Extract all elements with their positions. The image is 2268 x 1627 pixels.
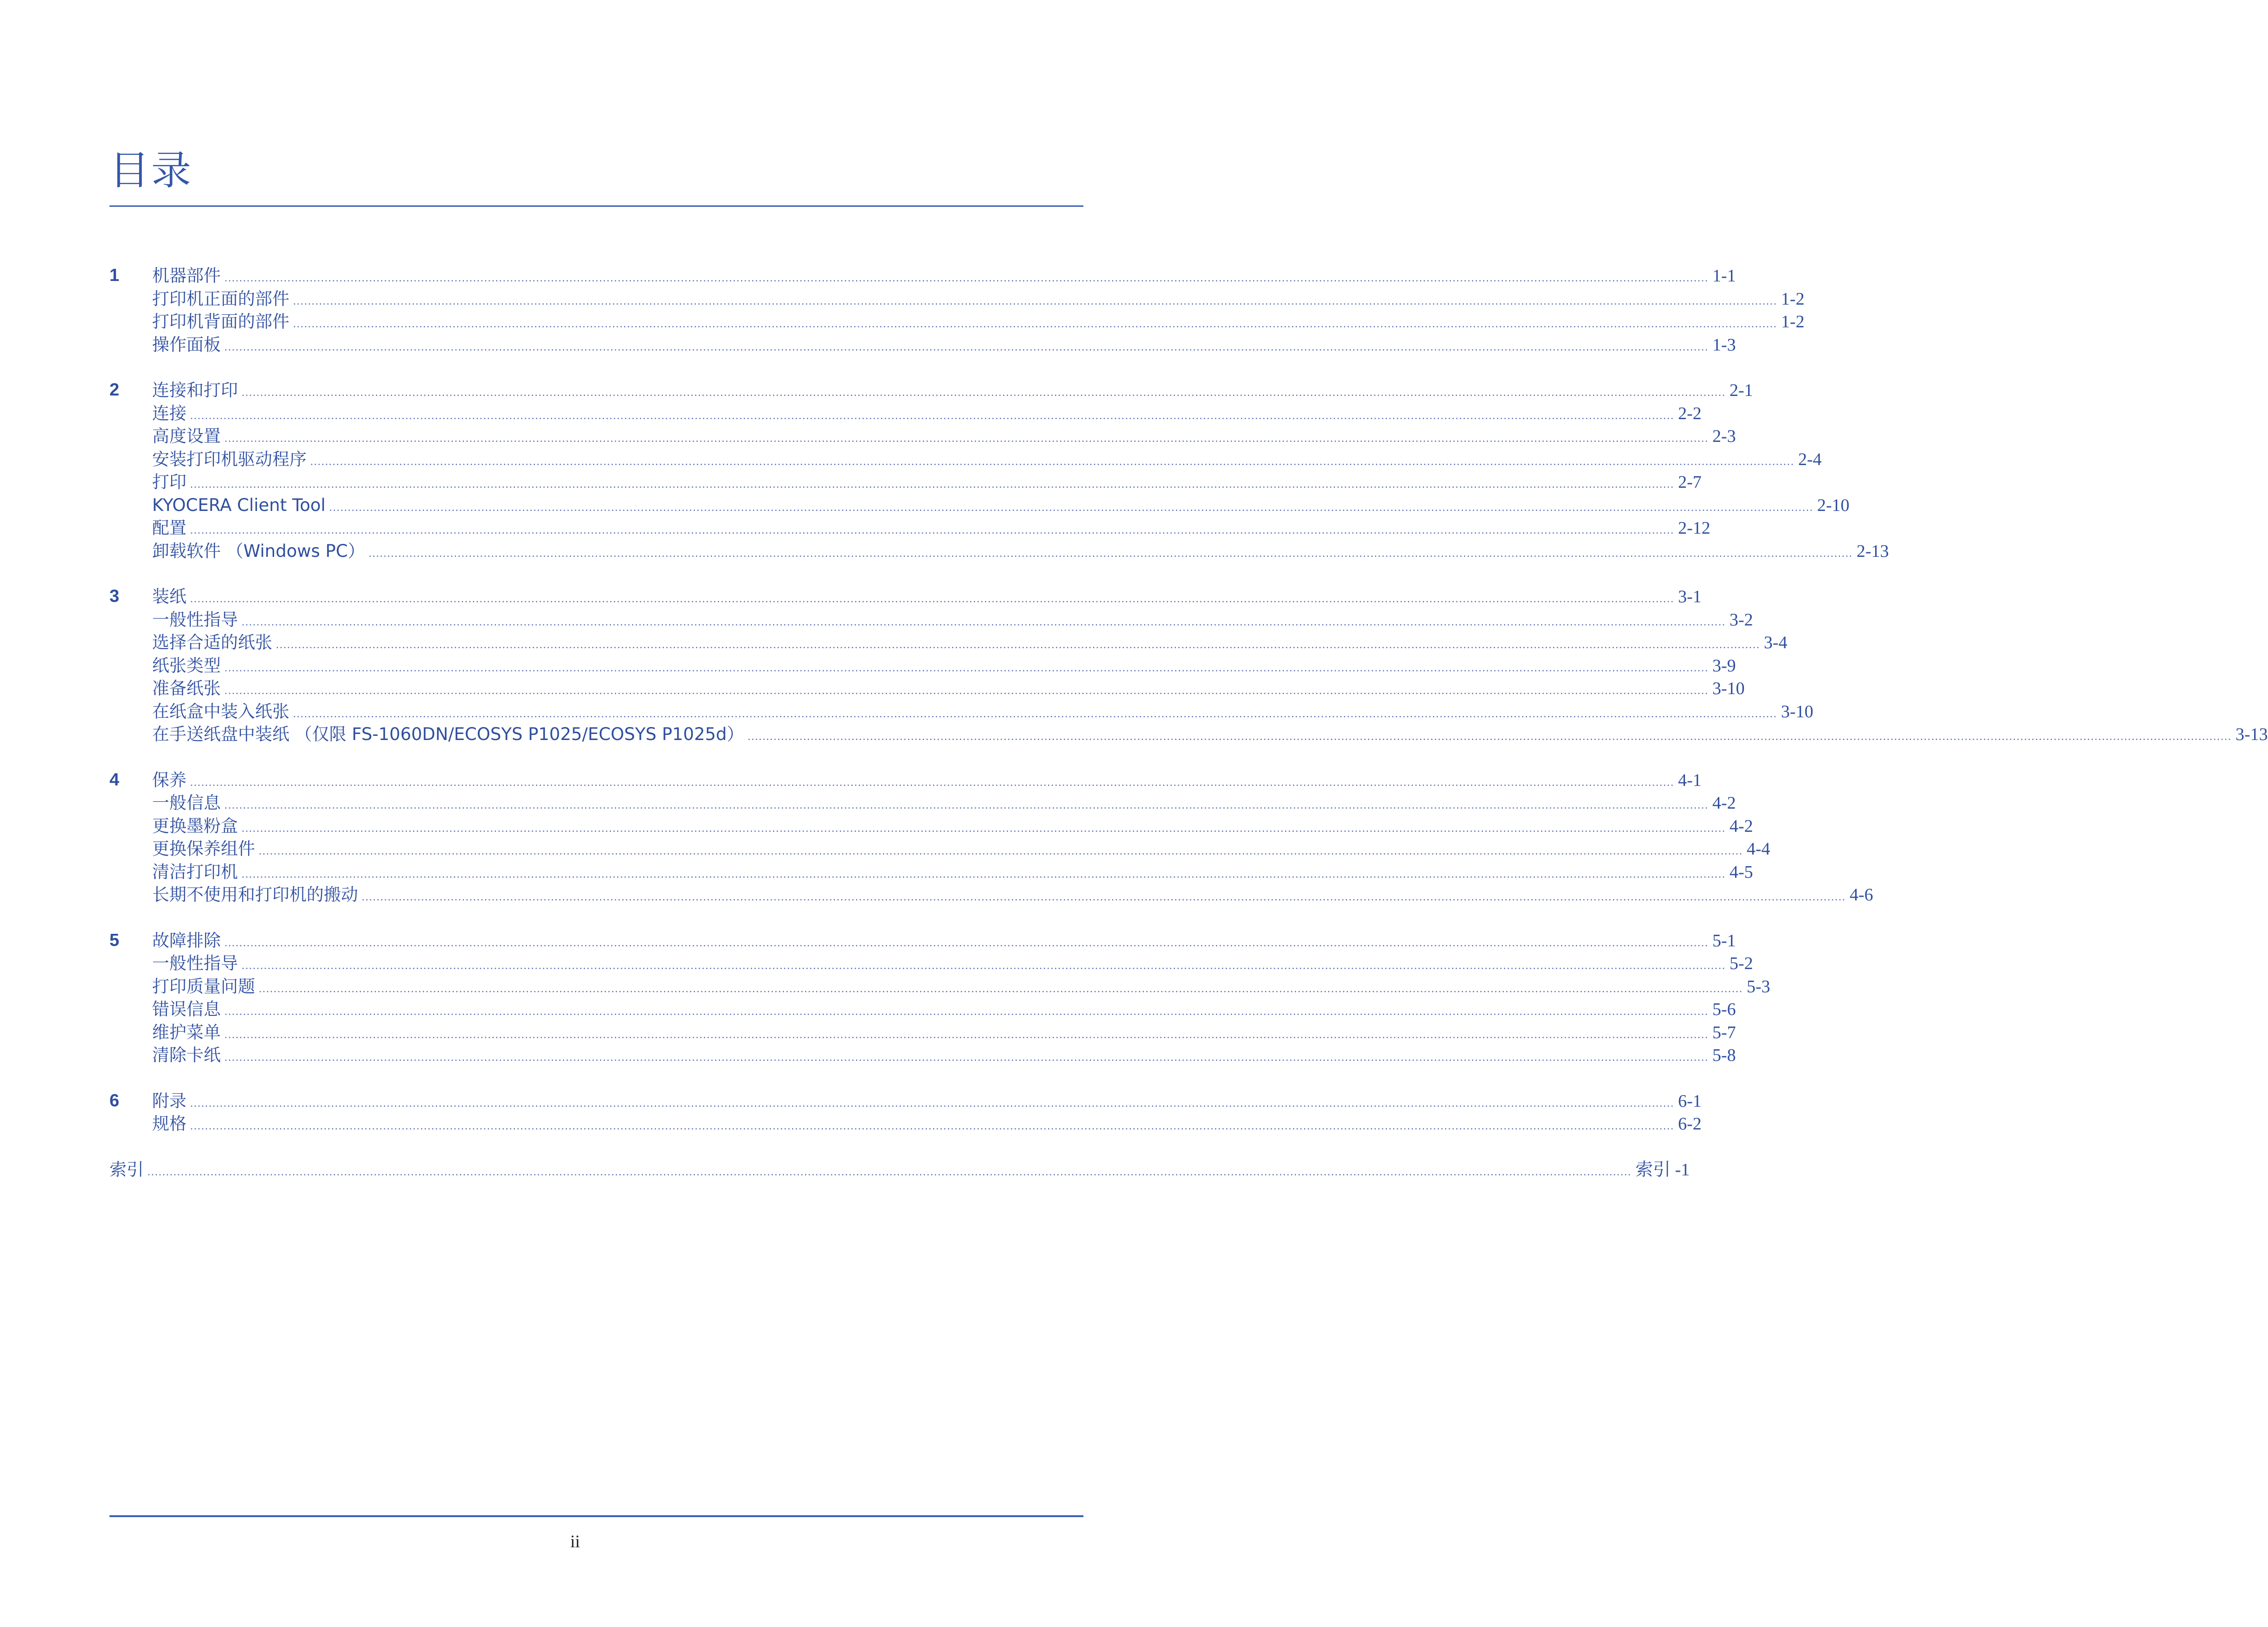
toc-entry[interactable] <box>152 998 1736 1021</box>
page-number: ii <box>570 1532 580 1551</box>
toc-entry-page: 2-3 <box>1712 427 1736 446</box>
toc-entry-page: 3-10 <box>1781 702 1813 721</box>
dot-leader: ................................................................................................................................................................................................................................................................................................................................................................................................................ <box>329 501 1813 514</box>
toc-entry[interactable] <box>152 287 1805 311</box>
toc-entry[interactable] <box>152 333 1736 357</box>
toc-entry-label: 故障排除 <box>152 930 221 951</box>
toc-entry-page: 1-2 <box>1781 289 1805 309</box>
toc-entry-label: 维护菜单 <box>152 1022 221 1042</box>
dot-leader: ................................................................................................................................................................................................................................................................................................................................................................................................................ <box>224 341 1709 353</box>
toc-entry[interactable] <box>152 264 1736 287</box>
toc-entry-label: 机器部件 <box>152 266 221 286</box>
dot-leader: ................................................................................................................................................................................................................................................................................................................................................................................................................ <box>259 845 1743 857</box>
toc-entry[interactable] <box>152 791 1736 815</box>
toc-entry-page: 1-3 <box>1712 335 1736 355</box>
chapter-number: 6 <box>109 1091 120 1110</box>
dot-leader: ................................................................................................................................................................................................................................................................................................................................................................................................................ <box>190 776 1674 789</box>
dot-leader: ................................................................................................................................................................................................................................................................................................................................................................................................................ <box>242 616 1726 628</box>
dot-leader: ................................................................................................................................................................................................................................................................................................................................................................................................................ <box>293 708 1777 720</box>
toc-entry[interactable] <box>152 402 1702 425</box>
toc-entry[interactable] <box>152 310 1805 333</box>
toc-entry-page: 1-2 <box>1781 312 1805 332</box>
toc-entry-label: 选择合适的纸张 <box>152 632 272 652</box>
toc-entry-label: 规格 <box>152 1114 186 1134</box>
toc-chapter <box>109 585 2268 746</box>
toc-entry-page: 4-2 <box>1712 793 1736 813</box>
dot-leader: ................................................................................................................................................................................................................................................................................................................................................................................................................ <box>242 822 1726 835</box>
toc-entry-page: 2-13 <box>1856 541 1889 561</box>
toc-entry-page: 3-4 <box>1764 633 1787 652</box>
toc-entry-label: KYOCERA Client Tool <box>152 495 326 515</box>
toc-entry-page: 2-2 <box>1678 403 1702 423</box>
toc-entry-label: 连接 <box>152 403 186 423</box>
toc-entry-page: 4-1 <box>1678 770 1702 790</box>
toc-entry-label: 打印 <box>152 472 186 492</box>
dot-leader: ................................................................................................................................................................................................................................................................................................................................................................................................................ <box>190 409 1674 422</box>
toc-entry[interactable] <box>152 448 1822 471</box>
dot-leader: ................................................................................................................................................................................................................................................................................................................................................................................................................ <box>224 1006 1709 1018</box>
toc-entry[interactable] <box>152 517 1711 540</box>
toc-chapter <box>109 929 1770 1067</box>
toc-entry[interactable] <box>152 379 1753 402</box>
toc-entry-label: 一般性指导 <box>152 953 238 973</box>
dot-leader: ................................................................................................................................................................................................................................................................................................................................................................................................................ <box>190 479 1674 491</box>
toc-entry-label: 保养 <box>152 770 186 790</box>
toc-entry[interactable] <box>152 585 1702 608</box>
toc-entry-label: 一般性指导 <box>152 609 238 630</box>
toc-entry[interactable] <box>152 700 1813 723</box>
dot-leader: ................................................................................................................................................................................................................................................................................................................................................................................................................ <box>276 639 1760 651</box>
dot-leader: ................................................................................................................................................................................................................................................................................................................................................................................................................ <box>242 387 1726 399</box>
toc-chapter <box>109 769 1873 906</box>
toc-entry-label: 打印机背面的部件 <box>152 312 289 332</box>
dot-leader: ................................................................................................................................................................................................................................................................................................................................................................................................................ <box>224 1028 1709 1041</box>
toc-entry-page: 4-4 <box>1747 839 1770 859</box>
dot-leader: ................................................................................................................................................................................................................................................................................................................................................................................................................ <box>190 1097 1674 1110</box>
toc-entry-page: 1-1 <box>1712 266 1736 286</box>
toc-entry[interactable] <box>152 723 2268 746</box>
toc-entry-page: 2-12 <box>1678 518 1711 538</box>
toc-entry-label: 配置 <box>152 518 186 538</box>
toc-entry-page: 索引 -1 <box>1635 1160 1690 1180</box>
toc-entry-page: 3-9 <box>1712 656 1736 676</box>
dot-leader: ................................................................................................................................................................................................................................................................................................................................................................................................................ <box>748 731 2232 743</box>
toc-entry[interactable] <box>152 608 1753 632</box>
dot-leader: ................................................................................................................................................................................................................................................................................................................................................................................................................ <box>362 891 1846 903</box>
toc-entry[interactable] <box>152 631 1787 654</box>
toc-entry-page: 4-6 <box>1850 885 1873 905</box>
toc-entry-page: 5-3 <box>1747 976 1770 996</box>
toc-entry[interactable] <box>152 425 1736 448</box>
toc-entry-label: 卸载软件 （Windows PC） <box>152 541 365 561</box>
toc-entry[interactable] <box>152 1044 1736 1067</box>
toc-entry[interactable] <box>152 975 1770 998</box>
toc-entry[interactable] <box>152 769 1702 792</box>
table-of-contents <box>109 264 2268 1181</box>
toc-entry-page: 3-13 <box>2236 725 2268 744</box>
dot-leader: ................................................................................................................................................................................................................................................................................................................................................................................................................ <box>224 937 1709 949</box>
toc-entry-page: 3-1 <box>1678 587 1702 606</box>
dot-leader: ................................................................................................................................................................................................................................................................................................................................................................................................................ <box>259 983 1743 995</box>
toc-entry-page: 5-2 <box>1730 954 1753 973</box>
toc-entry-page: 5-8 <box>1712 1046 1736 1065</box>
toc-entry-page: 5-6 <box>1712 1000 1736 1019</box>
dot-leader: ................................................................................................................................................................................................................................................................................................................................................................................................................ <box>147 1166 1632 1178</box>
toc-entry-label: 打印质量问题 <box>152 976 255 996</box>
toc-entry-label: 纸张类型 <box>152 655 221 676</box>
toc-entry-page: 4-5 <box>1730 862 1753 882</box>
toc-entry-label: 清除卡纸 <box>152 1045 221 1065</box>
toc-entry[interactable] <box>152 1021 1736 1044</box>
toc-entry-label: 在纸盒中装入纸张 <box>152 701 289 721</box>
dot-leader: ................................................................................................................................................................................................................................................................................................................................................................................................................ <box>224 799 1709 811</box>
toc-entry-page: 2-1 <box>1730 381 1753 400</box>
toc-entry-label: 一般信息 <box>152 793 221 813</box>
dot-leader: ................................................................................................................................................................................................................................................................................................................................................................................................................ <box>224 433 1709 445</box>
toc-entry-label: 索引 <box>109 1159 144 1180</box>
dot-leader: ................................................................................................................................................................................................................................................................................................................................................................................................................ <box>293 295 1777 307</box>
toc-chapter <box>109 379 1889 562</box>
toc-entry-page: 6-2 <box>1678 1114 1702 1134</box>
chapter-number: 4 <box>109 770 120 790</box>
toc-entry-label: 附录 <box>152 1091 186 1111</box>
toc-entry-page: 2-10 <box>1817 495 1850 515</box>
toc-entry[interactable] <box>152 494 1850 517</box>
dot-leader: ................................................................................................................................................................................................................................................................................................................................................................................................................ <box>224 272 1709 284</box>
chapter-number: 1 <box>109 266 120 285</box>
toc-entry-page: 5-1 <box>1712 931 1736 951</box>
chapter-number: 5 <box>109 930 120 950</box>
toc-entry-label: 连接和打印 <box>152 380 238 400</box>
chapter-number: 3 <box>109 587 120 606</box>
toc-entry-page: 4-2 <box>1730 816 1753 836</box>
toc-entry-label: 安装打印机驱动程序 <box>152 449 307 469</box>
toc-entry-label: 准备纸张 <box>152 678 221 698</box>
toc-entry-label: 高度设置 <box>152 426 221 446</box>
toc-entry[interactable] <box>152 540 1889 563</box>
toc-entry[interactable] <box>152 815 1753 838</box>
toc-entry-label: 在手送纸盘中装纸 （仅限 FS-1060DN/ECOSYS P1025/ECOSYS P1025d） <box>152 724 744 744</box>
dot-leader: ................................................................................................................................................................................................................................................................................................................................................................................................................ <box>242 868 1726 880</box>
toc-chapter <box>109 264 1805 356</box>
dot-leader: ................................................................................................................................................................................................................................................................................................................................................................................................................ <box>190 593 1674 605</box>
dot-leader: ................................................................................................................................................................................................................................................................................................................................................................................................................ <box>190 524 1674 536</box>
toc-entry[interactable] <box>152 471 1702 494</box>
toc-entry-label: 更换墨粉盒 <box>152 816 238 836</box>
chapter-number: 2 <box>109 380 120 400</box>
toc-entry-label: 打印机正面的部件 <box>152 288 289 309</box>
toc-index-entry[interactable] <box>109 1158 1690 1181</box>
toc-entry[interactable] <box>152 929 1736 952</box>
title-rule <box>109 205 1083 207</box>
toc-entry[interactable] <box>152 1090 1702 1113</box>
toc-entry[interactable] <box>152 654 1736 677</box>
toc-entry-page: 3-2 <box>1730 610 1753 630</box>
toc-entry-label: 长期不使用和打印机的搬动 <box>152 885 358 905</box>
page-title: 目录 <box>109 147 193 194</box>
dot-leader: ................................................................................................................................................................................................................................................................................................................................................................................................................ <box>242 960 1726 972</box>
dot-leader: ................................................................................................................................................................................................................................................................................................................................................................................................................ <box>224 685 1709 697</box>
toc-entry-page: 2-7 <box>1678 472 1702 492</box>
toc-entry-label: 错误信息 <box>152 999 221 1019</box>
dot-leader: ................................................................................................................................................................................................................................................................................................................................................................................................................ <box>368 547 1853 560</box>
toc-entry-page: 2-4 <box>1798 449 1822 469</box>
toc-entry[interactable] <box>152 837 1770 861</box>
toc-entry-label: 清洁打印机 <box>152 861 238 882</box>
dot-leader: ................................................................................................................................................................................................................................................................................................................................................................................................................ <box>224 1052 1709 1064</box>
toc-entry[interactable] <box>152 677 1745 700</box>
toc-entry-page: 5-7 <box>1712 1022 1736 1042</box>
toc-entry-label: 更换保养组件 <box>152 839 255 859</box>
toc-entry[interactable] <box>152 861 1753 884</box>
toc-entry-page: 6-1 <box>1678 1091 1702 1111</box>
toc-chapter <box>109 1090 1702 1136</box>
dot-leader: ................................................................................................................................................................................................................................................................................................................................................................................................................ <box>310 455 1794 468</box>
toc-entry-label: 装纸 <box>152 587 186 606</box>
toc-entry[interactable] <box>152 952 1753 975</box>
footer-rule <box>109 1515 1083 1517</box>
dot-leader: ................................................................................................................................................................................................................................................................................................................................................................................................................ <box>293 318 1777 330</box>
toc-entry[interactable] <box>152 1112 1702 1136</box>
dot-leader: ................................................................................................................................................................................................................................................................................................................................................................................................................ <box>224 662 1709 674</box>
toc-entry[interactable] <box>152 883 1873 906</box>
toc-entry-label: 操作面板 <box>152 334 221 355</box>
dot-leader: ................................................................................................................................................................................................................................................................................................................................................................................................................ <box>190 1120 1674 1132</box>
toc-entry-page: 3-10 <box>1712 679 1745 698</box>
